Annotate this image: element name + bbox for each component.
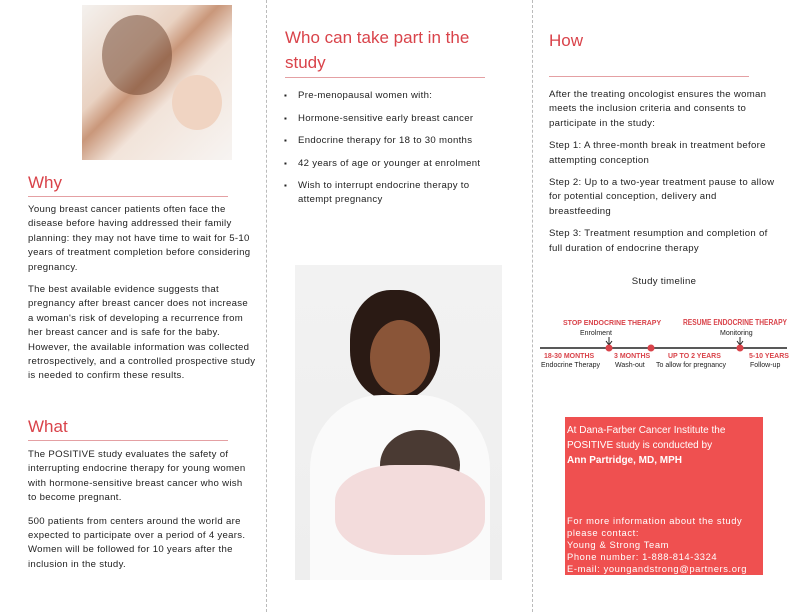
arrow-down-icon [606, 337, 743, 345]
phase-name: Follow-up [750, 362, 781, 369]
list-item: ▪ Hormone-sensitive early breast cancer [284, 112, 499, 126]
list-item: ▪ Endocrine therapy for 18 to 30 months [284, 134, 499, 148]
principal-investigator: Ann Partridge, MD, MPH [567, 455, 683, 466]
what-paragraph: The POSITIVE study evaluates the safety of interrupting endocrine therapy for young women with hormone-sensitive breast cancer who wish to become pregnant. [28, 449, 246, 504]
list-item: ▪ Pre-menopausal women with: [284, 89, 499, 103]
list-item: ▪ 42 years of age or younger at enrolment [284, 157, 499, 171]
study-timeline [535, 315, 790, 370]
timeline-stop-label: STOP ENDOCRINE THERAPY [563, 320, 662, 327]
why-heading: Why [28, 173, 62, 192]
phase-duration: 5-10 YEARS [749, 353, 789, 360]
eligibility-list [284, 89, 499, 216]
timeline-monitoring-label: Monitoring [720, 330, 753, 337]
how-step: Step 2: Up to a two-year treatment pause to allow for potential conception, delivery and breastfeeding [549, 177, 775, 217]
mother-baby-photo [82, 5, 232, 160]
phase-name: Wash-out [615, 362, 645, 369]
timeline-resume-label: RESUME ENDOCRINE THERAPY [683, 318, 788, 327]
who-heading: Who can take part in the study [285, 28, 470, 72]
contact-box [565, 417, 763, 575]
contact-intro: At Dana-Farber Cancer Institute the POSITIVE study is conducted by [567, 425, 726, 451]
how-paragraph: After the treating oncologist ensures the woman meets the inclusion criteria and consents to participate in the study: [549, 89, 767, 129]
contact-team: Young & Strong Team [567, 539, 670, 550]
contact-more-info: For more information about the study please contact: [567, 515, 743, 538]
timeline-title: Study timeline [631, 276, 697, 287]
contact-email[interactable]: E-mail: youngandstrong@partners.org [567, 563, 748, 574]
fold-divider [532, 0, 533, 612]
why-paragraph: Young breast cancer patients often face the disease before having addressed their family planning: they may not have time to wait for 5-10 years of treatment completion before considering pregnancy. [28, 204, 251, 273]
what-paragraph: 500 patients from centers around the world are expected to participate over a period of 4 years. Women will be followed for 10 years after the inclusion in the study. [28, 515, 246, 570]
what-heading: What [28, 417, 68, 436]
phase-duration: 3 MONTHS [614, 353, 651, 360]
phase-name: Endocrine Therapy [541, 362, 601, 369]
how-heading: How [549, 31, 584, 50]
list-item: ▪ Wish to interrupt endocrine therapy to attempt pregnancy [284, 179, 499, 207]
phase-name: To allow for pregnancy [656, 362, 727, 369]
breastfeeding-photo [295, 265, 502, 580]
timeline-marker [606, 345, 613, 352]
how-step: Step 3: Treatment resumption and completion of full duration of endocrine therapy [549, 228, 768, 254]
how-step: Step 1: A three-month break in treatment before attempting conception [549, 140, 766, 166]
timeline-enrolment-label: Enrolment [580, 330, 612, 337]
why-paragraph: The best available evidence suggests that pregnancy after breast cancer does not increase a woman's risk of developing a recurrence from her breast cancer and is safe for the baby. However, the available information was collected retrospectively, and a controlled prospective study is needed to confirm these results. [28, 284, 256, 382]
phase-duration: 18-30 MONTHS [544, 353, 595, 360]
timeline-marker [737, 345, 744, 352]
fold-divider [266, 0, 267, 612]
phase-duration: UP TO 2 YEARS [668, 353, 721, 360]
timeline-marker [648, 345, 655, 352]
contact-phone: Phone number: 1-888-814-3324 [567, 551, 718, 562]
